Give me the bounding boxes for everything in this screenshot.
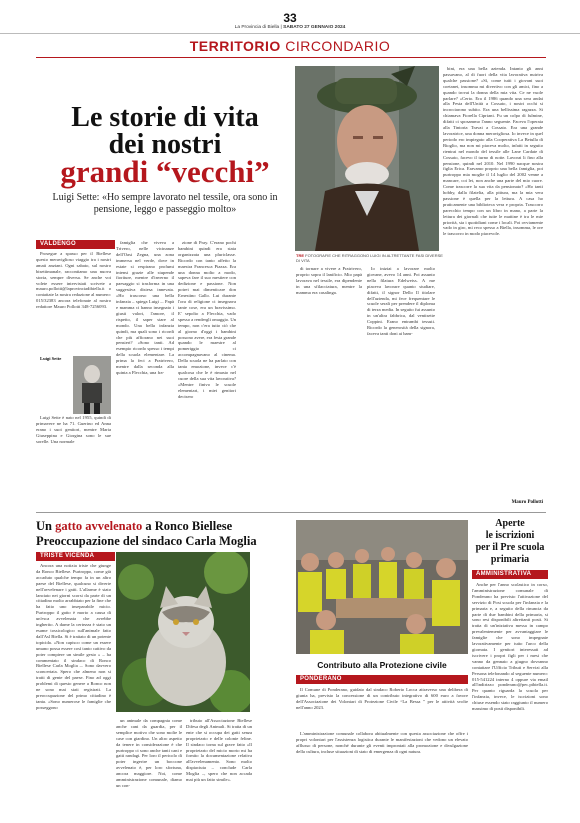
caption-marker: TRE (296, 253, 306, 258)
location-tag-triste-vicenda: TRISTE VICENDA (36, 552, 115, 561)
cat-headline-highlight: gatto avvelenato (55, 519, 143, 533)
main-col5-text: Io iniziai a lavorare molto giovane, avevo 14 anni. Poi assunto nella filatura Edelweiss. A me piaceva lavorare quanto studiare, difatti, il signor Dello Il titolare dell'azienda, mi fece frequentare le scuole serali per prendere il diploma di terza media. In seguito fui assunto in un'altra fabbrica, dal ventisette Coppini. Erano entrambi tessuti. Ricordo la generosità della signora, faceva tanti doni ai bam- (367, 266, 435, 336)
school-headline-line4: primaria (490, 554, 530, 565)
school-headline-line1: Aperte (495, 518, 525, 529)
cat-col1-text: Ancora una notizia triste che giunge da Ronco Biellese. Purtroppo, come già accaduto qualche tempo fa in un altro paese del Biellese, qualcuno si diverte nell'avvelenare i gatti. L'allarme è stato lanciato nei giorni scorsi da parte di un cittadino molto arrabbiato per la fine che ha fatto uno inseparabile micio. Purtroppo il gatto è morto a causa di un'esca avvelenata che avrebbe ingherito. A darne la certezza è stato un esame tossicologico sull'animale fatto dall'Asl Biella. Si è trattato di un potente topicida. «Non capisco come un essere umano possa essere così tanto cattivo da poter compiere un simile gesto » – ha commentato il sindaco di Ronco Biellese Carla Moglia –. Sono davvero sconcertata. Spero che almeno non si tratti di gente del paese. Fino ad oggi problemi di questo genere a Ronco non ne sono mai stati registrati. La preoccupazione del primo cittadino è tanta. «Sono numerose le famiglie che posseggono (36, 563, 111, 710)
cat-col2-text: un animale da compagnia come anche cani da guardia, per il semplice motivo che sono molte le case con giardino. Un altro aspetto da tenere in considerazione è che purtroppo ci sono anche tanti cani e gatti randagi. Per loro il pericolo di poter ingerire un boccone avvelenato è, per loro sfortuna, ancora maggiore. Noi, come amministrazione comunale, diamo un con- (116, 718, 182, 788)
cat-headline-line1 (36, 519, 296, 534)
school-headline-line2: le iscrizioni (485, 530, 535, 541)
separator: | (280, 25, 284, 30)
cat-illustration (116, 552, 250, 712)
main-col1-intro (36, 251, 111, 355)
main-headline-line3: grandi “vecchi” (60, 154, 270, 189)
main-col2 (116, 240, 174, 508)
school-headline (472, 518, 548, 566)
cat-col1 (36, 563, 111, 819)
main-col4-text: di tornare a vivere a Pratrivero, proprio sopra il lanificio. Mio papà lavorava nel tessile, era dipendente in una sfilacciatura, mentre la mamma era casalinga. (296, 266, 362, 295)
school-headline-line3: per il Pre scuola (475, 542, 545, 553)
cat-photo (116, 552, 250, 712)
issue-date: SABATO 27 GENNAIO 2024 (283, 25, 346, 30)
section-divider-1 (36, 512, 546, 513)
main-col2-text: famiglia che viveva a Trivero, nelle vicinanze dell'Oasi Zegna, una zona immersa nel verde, dove in estate si respirano profumi intensi grazie alle stupende fioriture, mentre d'inverno il paesaggio si trasforma in una suggestiva distesa innevata. «Ho trascorso una bella infanzia – spiega Luigi –. Papà e mamma ci hanno insegnato i giusti valori, l'amore, il rispetto, il saper stare al mondo. Una bella infanzia quindi, ma quali sono i ricordi che più affiorano nei suoi pensieri? «Sono tanti. Ad esempio ricordo spesso i tempi della scuola elementare. La prima la feci a Pratrivero, mentre dalla seconda alla quinta a Flecchia, una fra- (116, 240, 174, 375)
location-tag-valdengo: VALDENGO (36, 240, 115, 249)
childhood-photo (73, 356, 111, 414)
main-col3 (178, 240, 236, 508)
main-headline-line1: Le storie di vita (71, 102, 259, 133)
civil-col1-text: Il Comune di Ponderano, guidato dal sindaco Roberto Locca attraverso una delibera di giunta ha, previsto la concessione di un contributo integrativo di 600 euro a favore dell'Associazione dei Volontari di Protezione Civile “La Bessa ” per le attività svolte nell'anno 2023. (296, 687, 468, 710)
location-tag-amministrativa: AMMINISTRATIVA (472, 570, 548, 579)
main-headline-line2: dei nostri (108, 129, 222, 160)
main-col4 (296, 266, 362, 508)
cat-headline-part3: a Ronco Biellese (142, 519, 233, 533)
portrait-illustration (295, 66, 439, 251)
section-name: TERRITORIO (189, 38, 281, 54)
volunteers-illustration (296, 520, 468, 654)
main-col1-side-text: Luigi Sette (40, 356, 62, 361)
main-col6 (443, 66, 543, 498)
cat-headline-line2: Preoccupazione del sindaco Carla Moglia (36, 534, 257, 548)
main-subhead: Luigi Sette: «Ho sempre lavorato nel tessile, ora sono in pensione, leggo e passeggio molto» (52, 192, 278, 215)
paper-name: La Provincia di Biella (234, 25, 280, 30)
child-illustration (73, 356, 111, 414)
cat-headline-part1: Un (36, 519, 56, 533)
main-headline (36, 102, 294, 189)
page-number: 33 (283, 11, 297, 25)
main-col3-text: zione di Pray. C'erano pochi bambini quindi era stata organizzata una pluriclasse. Ricordo con tanto affetto la maestra Francesca Piazza. Era una donna molto a modo, sapeva fare il suo mestiere con dedizione e passione. Non potrei mai dimenticare don Ernestino Gallo. Lui durante l'ora di religione ci insegnava tante cose, era un bravissimo. E' sepolto a Flecchia, vado spesso a rendergli omaggio. Un tempo, non c'era tutto ciò che al giorno d'oggi i bambini possono avere, era festa grande quando le maestre al pomeriggio ci accompagnavano al cinema. Della scuola ne ha parlato con tanta emozione, invece c'è qualcosa che le è rimasto nel cuore della sua vita lavorativa? «Mentre finivo le scuole elementari, i miei genitori decisero (178, 240, 236, 399)
location-tag-ponderano: PONDERANO (296, 675, 468, 684)
caption-text: FOTOGRAFIE CHE RITRAGGONO LUIGI IN ALTRETTANTE FASI DIVERSE DI VITA (296, 253, 443, 263)
cat-col3 (186, 718, 252, 818)
header-rule-top (0, 33, 580, 34)
civil-col2-text: L'amministrazione comunale collabora abitualmente con questa associazione che offre i propri volontari per l'assistenza logistica durante le manifestazioni che vedono un elevato afflusso di persone, nonché durante gli eventi improntati alla promozione e divulgazione della cultura, incluse situazioni di stato di emergenza di ogni natura. (296, 731, 468, 754)
civil-headline: Contributo alla Protezione civile (317, 660, 447, 670)
school-col (472, 582, 548, 819)
subsection-name: CIRCONDARIO (285, 38, 391, 54)
civil-protection-photo (296, 520, 468, 654)
civil-col1 (296, 687, 468, 727)
main-col1-intro-text: Prosegue a spasso per il Biellese questo meraviglioso viaggio tra i nostri amati anziani. Ogni sabato, sul nostro bisettimanale, raccontiamo una nuova storia, sempre diversa. Se anche voi volete essere intervistati scrivete a mauro.pollotti@laprovinciadibiella.it o contattate la nostra redazione al numero: 015/32383 ancora telefonate al nostro redattore Mauro Pollotti 348-7256093. (36, 251, 111, 310)
cat-col2 (116, 718, 182, 818)
main-col5 (367, 266, 435, 508)
civil-col2 (296, 731, 468, 791)
paper-date-line (0, 25, 580, 30)
cat-col3-text: tributo all'Associazione Biellese Difesa degli Animali. Si tratta di un ente che si occupa dei gatti senza proprietario e delle colonie feline. Il sindaco torna sul grave fatto «Il proprietario del micio morto mi ha fornito la documentazione relativa all'avvelenamento. Sono molto dispiaciuta – conclude Carla Moglia –, spero che non accada mai più un fatto simile». (186, 718, 252, 783)
main-col1-bottom (36, 415, 111, 508)
school-col-text: Anche per l'anno scolastico in corso, l'amministrazione comunale di Ponderano ha previsto l'attivazione del servizio di Post scuola per l'infanzia e la primaria e, a seguito della rinuncia da parte di due bambini della primaria, si sono resi disponibili altrettanti posti. Si tratta di un'iniziativa messa in campo prevalentemente per avvantaggiare le famiglie che sono impegnate lavorativamente per tutto l'arco della giornata. I genitori interessati ad iscrivere i propri figli per i mesi che vanno da gennaio a giugno dovranno contattare l'Ufficio Tributi e Servizi alla Persona telefonando al seguente numero: 015-541224 interno 4 oppure via email all'indirizzo ponderano@pec.ptbiella.it. Per quanto riguarda la scuola per l'infanzia, invece, le iscrizioni sono chiuse essendo stato raggiunto il numero massimo di posti disponibili. (472, 582, 548, 712)
cat-headline (36, 519, 296, 549)
main-photo (295, 66, 439, 251)
main-byline: Mauro Pollotti (511, 500, 543, 505)
main-photo-caption (296, 253, 446, 263)
main-col6-text: bini, era una bella azienda. Intanto gli anni passavano, al di fuori della vita lavorativa nutriva qualche passione? «Sì, come tutti i giovani suoi coetanei, insomma mi divertivo con gli amici, fino a quando trovai la donna della mia vita. Ce ne vuole parlare? «Certo. Era il 1986 quando una sera andai alla Festa dell'Unità a Cossato, i nostri occhi si incrociarono subito. Era una bellissima ragazza. Si chiamava Fiorella Cipriani. Fu un colpo di fulmine, difatti ci sposammo l'anno seguente. Faceva l'operaia alla Tintoria Travai a Cossato. Era una grande lavoratrice, una donna meravigliosa. Io invece in quel periodo ero impiegato alla Cooperativa La Betulla di Bioglio, ma non mi piaceva molto, infatti in seguito rientrai nel mondo del tessile alle Lane Cardate di Cossato, facevo il turno di notte. Lavorai li fino alla pensione, quindi nel 2010. Nel 1990 nacque nostra figlia Erica. Eravamo proprio una bella famiglia, poi purtroppo mia moglie il 14 luglio del 2002 venne a mancare, coi lei, non anche una parte del mio cuore. Come trascorre la sua vita da pensionato? «Ho tanti hobby, dalla filatelia, alla pittura, ma la mia vera passione è quella per la lettura. A casa ho praticamente una biblioteca vera e propria. Trascorro parecchio tempo con un libro in mano, a parte la lettura dei giornali che tutte le mattine è tra le mie priorità, sia i quotidiani come i locali. Poi ovviamente vado in giro, mi reco spesso a Biella, insomma, le ore le trascorro in modo piacevole. (443, 66, 543, 237)
header-rule (36, 57, 546, 58)
main-col1-bottom-text: Luigi Sette è nato nel 1955, quindi di primavere ne ha 71. Guerino ed Anna erano i suoi genitori, mentre Maria Giuseppina e Giorgina sono le sue sorelle. Una normale (36, 415, 111, 444)
section-header (0, 38, 580, 54)
